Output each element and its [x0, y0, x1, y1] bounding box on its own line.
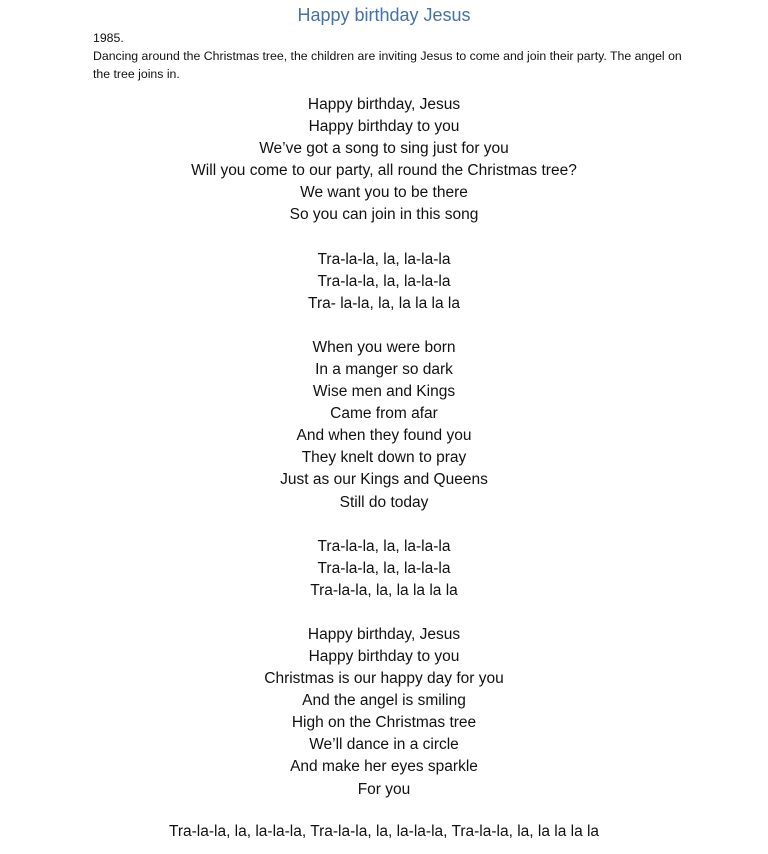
lyric-line: Tra-la-la, la, la-la-la: [317, 250, 451, 268]
lyric-line: And the angel is smiling: [302, 692, 466, 710]
lyric-line: Wise men and Kings: [312, 383, 456, 401]
lyric-line: We want you to be there: [300, 184, 468, 202]
lyric-line: Tra-la-la, la, la la la la: [310, 581, 458, 599]
lyric-line: Will you come to our party, all round the Christmas tree?: [191, 162, 577, 180]
lyric-line: So you can join in this song: [289, 206, 479, 224]
intro-description: Dancing around the Christmas tree, the children are inviting Jesus to come and join their party. The angel on the tree joins in.: [93, 49, 682, 81]
lyric-line: Tra-la-la, la, la-la-la: [317, 272, 451, 290]
lyric-line: For you: [357, 780, 411, 798]
lyric-line: Tra-la-la, la, la-la-la: [317, 559, 451, 577]
lyric-line: Still do today: [339, 493, 429, 511]
stanza-5: [0, 624, 768, 801]
lyric-line: We’ll dance in a circle: [309, 736, 459, 754]
page-title: Happy birthday Jesus: [297, 5, 471, 25]
year-label: 1985.: [93, 31, 124, 45]
lyric-line: Came from afar: [330, 405, 438, 423]
stanza-1: [0, 94, 768, 227]
lyric-line: Happy birthday to you: [308, 647, 460, 665]
lyric-line: Just as our Kings and Queens: [280, 471, 488, 489]
lyric-line: When you were born: [312, 338, 456, 356]
lyric-line: Happy birthday, Jesus: [307, 96, 461, 113]
stanza-4-chorus: [0, 536, 768, 602]
lyric-line: Tra-la-la, la, la-la-la: [317, 537, 451, 555]
stanza-2-chorus: [0, 249, 768, 315]
lyric-line: High on the Christmas tree: [291, 714, 477, 732]
lyric-line: And make her eyes sparkle: [290, 758, 478, 776]
lyric-line: Happy birthday to you: [308, 118, 460, 136]
lyric-line: Tra- la-la, la, la la la la: [308, 294, 460, 312]
stanza-3: [0, 337, 768, 514]
lyric-line: And when they found you: [296, 427, 472, 445]
lyric-line: In a manger so dark: [315, 360, 453, 378]
lyric-line: We’ve got a song to sing just for you: [259, 140, 509, 158]
lyric-line: They knelt down to pray: [301, 449, 467, 467]
lyric-line: Christmas is our happy day for you: [264, 670, 504, 688]
final-chorus-line: Tra-la-la, la, la-la-la, Tra-la-la, la, la-la-la, Tra-la-la, la, la la la la: [168, 823, 600, 840]
lyric-line: Happy birthday, Jesus: [307, 625, 461, 643]
intro-block: [93, 29, 683, 83]
song-lyrics: [0, 94, 768, 823]
